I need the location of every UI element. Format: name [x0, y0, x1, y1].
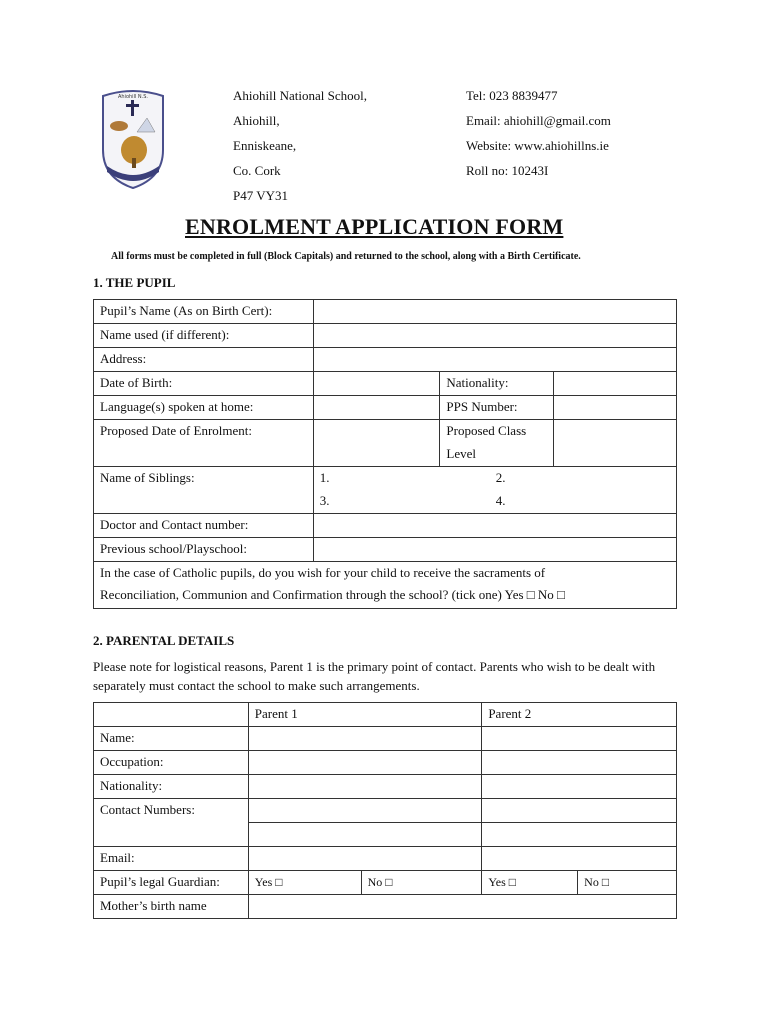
svg-text:Ahiohill N.S.: Ahiohill N.S.: [117, 94, 149, 100]
form-title: ENROLMENT APPLICATION FORM: [185, 214, 564, 239]
parent-2-nationality-field[interactable]: [482, 775, 677, 799]
table-row: [94, 467, 677, 491]
table-row: [94, 847, 677, 871]
sibling-4-number: 4.: [495, 493, 506, 508]
pupil-name-label: Pupil’s Name (As on Birth Cert):: [94, 300, 314, 324]
language-label: Language(s) spoken at home:: [94, 396, 314, 420]
nationality-label: Nationality:: [440, 372, 554, 396]
doctor-label: Doctor and Contact number:: [94, 514, 314, 538]
class-level-field[interactable]: [554, 420, 677, 467]
parent-1-guardian-no[interactable]: No □: [361, 871, 482, 895]
siblings-label: Name of Siblings:: [94, 467, 314, 514]
table-row: [94, 372, 677, 396]
section-parents-heading: 2. PARENTAL DETAILS: [93, 633, 235, 648]
table-row: [94, 348, 677, 372]
form-instructions: All forms must be completed in full (Block Capitals) and returned to the school, along with a Birth Certificate.: [111, 251, 581, 262]
address-field[interactable]: [313, 348, 676, 372]
school-roll: Roll no: 10243I: [466, 163, 549, 178]
parent-1-name-field[interactable]: [248, 727, 482, 751]
doctor-field[interactable]: [313, 514, 676, 538]
school-name: Ahiohill National School,: [233, 88, 367, 103]
enrol-date-field[interactable]: [313, 420, 440, 467]
school-crest-logo: [97, 88, 169, 190]
dob-field[interactable]: [313, 372, 440, 396]
previous-school-label: Previous school/Playschool:: [94, 538, 314, 562]
parents-corner-cell: [94, 703, 249, 727]
crest-icon: [97, 88, 169, 190]
enrol-date-label: Proposed Date of Enrolment:: [94, 420, 314, 467]
table-row: [94, 396, 677, 420]
contact-numbers-label: Contact Numbers:: [94, 799, 249, 847]
school-address-line2: Enniskeane,: [233, 138, 297, 153]
section-pupil-heading: 1. THE PUPIL: [93, 275, 176, 290]
parent-1-contact-field-1[interactable]: [248, 799, 482, 823]
sibling-3-field[interactable]: [313, 490, 554, 514]
parent-1-header: Parent 1: [248, 703, 482, 727]
school-tel: Tel: 023 8839477: [466, 88, 558, 103]
parent-2-guardian-no[interactable]: No □: [578, 871, 677, 895]
sacraments-line-1: In the case of Catholic pupils, do you wish for your child to receive the sacraments of: [100, 565, 546, 580]
table-row: [94, 775, 677, 799]
sibling-2-number: 2.: [495, 470, 506, 485]
table-row: [94, 751, 677, 775]
class-level-label-2: Level: [440, 443, 554, 467]
parents-intro: Please note for logistical reasons, Parent 1 is the primary point of contact. Parents who wish to be dealt with separately must contact the school to make such arrangements.: [93, 659, 656, 693]
table-row: [94, 703, 677, 727]
school-address-line1: Ahiohill,: [233, 113, 280, 128]
sibling-1-field[interactable]: [313, 467, 554, 491]
parent-2-name-field[interactable]: [482, 727, 677, 751]
parent-1-occupation-field[interactable]: [248, 751, 482, 775]
table-row: [94, 562, 677, 609]
table-row: [94, 514, 677, 538]
pps-field[interactable]: [554, 396, 677, 420]
parent-email-label: Email:: [94, 847, 249, 871]
school-address-line3: Co. Cork: [233, 163, 281, 178]
pupil-table: [93, 299, 677, 609]
parent-1-nationality-field[interactable]: [248, 775, 482, 799]
parent-2-guardian-yes[interactable]: Yes □: [482, 871, 578, 895]
parent-2-contact-field-1[interactable]: [482, 799, 677, 823]
parent-2-contact-field-2[interactable]: [482, 823, 677, 847]
nationality-field[interactable]: [554, 372, 677, 396]
table-row: [94, 538, 677, 562]
pps-label: PPS Number:: [440, 396, 554, 420]
name-used-field[interactable]: [313, 324, 676, 348]
occupation-label: Occupation:: [94, 751, 249, 775]
parent-2-header: Parent 2: [482, 703, 677, 727]
sacraments-question: [94, 562, 677, 609]
parent-1-email-field[interactable]: [248, 847, 482, 871]
sibling-4-field[interactable]: [495, 490, 677, 514]
school-email: Email: ahiohill@gmail.com: [466, 113, 611, 128]
sibling-1-number: 1.: [319, 470, 330, 485]
parent-name-label: Name:: [94, 727, 249, 751]
language-field[interactable]: [313, 396, 440, 420]
parent-1-contact-field-2[interactable]: [248, 823, 482, 847]
mother-birth-name-field[interactable]: [248, 895, 676, 919]
parents-table: [93, 702, 677, 919]
mother-birth-name-label: Mother’s birth name: [94, 895, 249, 919]
sacraments-line-2[interactable]: Reconciliation, Communion and Confirmation through the school? (tick one) Yes □ No □: [100, 587, 565, 602]
table-row: [94, 895, 677, 919]
table-row: [94, 300, 677, 324]
table-row: [94, 324, 677, 348]
parent-2-occupation-field[interactable]: [482, 751, 677, 775]
table-row: [94, 799, 677, 823]
school-eircode: P47 VY31: [233, 188, 289, 203]
parent-nationality-label: Nationality:: [94, 775, 249, 799]
class-level-label-1: Proposed Class: [440, 420, 554, 444]
guardian-label: Pupil’s legal Guardian:: [94, 871, 249, 895]
previous-school-field[interactable]: [313, 538, 676, 562]
table-row: [94, 871, 677, 895]
pupil-name-field[interactable]: [313, 300, 676, 324]
table-row: [94, 727, 677, 751]
dob-label: Date of Birth:: [94, 372, 314, 396]
sibling-3-number: 3.: [319, 493, 330, 508]
table-row: [94, 420, 677, 444]
address-label: Address:: [94, 348, 314, 372]
name-used-label: Name used (if different):: [94, 324, 314, 348]
parent-1-guardian-yes[interactable]: Yes □: [248, 871, 361, 895]
parent-2-email-field[interactable]: [482, 847, 677, 871]
school-website: Website: www.ahiohillns.ie: [466, 138, 609, 153]
sibling-2-field[interactable]: [495, 467, 677, 491]
